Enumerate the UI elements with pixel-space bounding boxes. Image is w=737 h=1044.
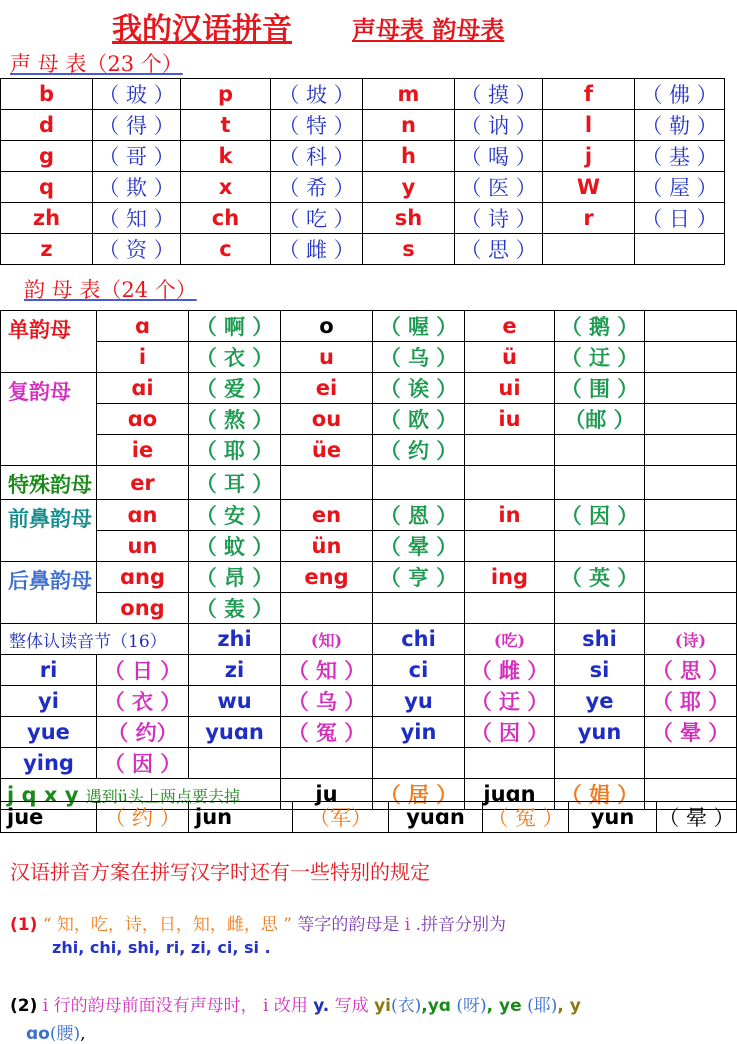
syllable-hint: （ 衣 ） — [97, 686, 189, 717]
initial-hint: （ 喝 ） — [455, 141, 543, 172]
initial-hint: （ 欺 ） — [93, 172, 181, 203]
initial-k: k — [181, 141, 271, 172]
syllable-hint: （ 乌 ） — [281, 686, 373, 717]
rule-2 — [10, 991, 581, 1016]
empty-cell — [373, 466, 465, 500]
final-hint: （ 约 ） — [373, 435, 465, 466]
table-row — [1, 342, 737, 373]
syllable: yun — [569, 802, 657, 833]
empty-cell — [645, 373, 737, 404]
table-row — [1, 624, 737, 655]
final-hint: （ 乌 ） — [373, 342, 465, 373]
initial-p: p — [181, 79, 271, 110]
initial-hint: （ 坡 ） — [271, 79, 363, 110]
final-a: ɑ — [97, 311, 189, 342]
jqxy-prefix: j q x y — [7, 782, 79, 807]
empty-cell — [373, 593, 465, 624]
initial-hint: （ 勒 ） — [635, 110, 725, 141]
syllable: ye — [555, 686, 645, 717]
initial-ch: ch — [181, 203, 271, 234]
table-row — [1, 655, 737, 686]
syllable: wu — [189, 686, 281, 717]
final-e: e — [465, 311, 555, 342]
final-en: en — [281, 500, 373, 531]
empty-cell — [373, 748, 465, 779]
rule-1 — [10, 910, 506, 935]
final-hint: （ 爱 ） — [189, 373, 281, 404]
final-hint: （ 诶 ） — [373, 373, 465, 404]
final-ing: ing — [465, 562, 555, 593]
finals-table — [0, 310, 737, 810]
rules-title: 汉语拼音方案在拼写汉字时还有一些特别的规定 — [10, 860, 430, 884]
syllable-hint: （ 约） — [97, 717, 189, 748]
final-hint: （ 围 ） — [555, 373, 645, 404]
table-row — [1, 686, 737, 717]
empty-cell — [645, 435, 737, 466]
category-front-nasal: 前鼻韵母 — [1, 500, 97, 562]
syllable: chi — [373, 624, 465, 655]
initial-zh: zh — [1, 203, 93, 234]
final-hint: （ 喔 ） — [373, 311, 465, 342]
rule-example: ,yɑ — [421, 996, 451, 1016]
syllable: yue — [1, 717, 97, 748]
syllable: ying — [1, 748, 97, 779]
rule-letter: i — [42, 996, 49, 1016]
empty-cell — [645, 404, 737, 435]
empty-cell — [645, 748, 737, 779]
rule-letter: i — [263, 996, 269, 1016]
empty-cell — [465, 593, 555, 624]
rule-text: , — [80, 1024, 86, 1044]
final-ao: ɑo — [97, 404, 189, 435]
final-hint: （ 衣 ） — [189, 342, 281, 373]
final-ong: ong — [97, 593, 189, 624]
empty-cell — [465, 466, 555, 500]
initial-hint: （ 特 ） — [271, 110, 363, 141]
syllable: ju — [281, 779, 373, 810]
initial-hint: （ 玻 ） — [93, 79, 181, 110]
syllable: ci — [373, 655, 465, 686]
empty-cell — [465, 531, 555, 562]
whole-syllables-label: 整体认读音节（16） — [1, 624, 189, 655]
initial-hint: （ 哥 ） — [93, 141, 181, 172]
rule-example-hint: (腰) — [49, 1024, 81, 1044]
final-hint: （ 啊 ） — [189, 311, 281, 342]
category-compound: 复韵母 — [1, 373, 97, 466]
syllable-hint: （ 晕 ） — [645, 717, 737, 748]
syllable-hint: （ 迂 ） — [465, 686, 555, 717]
table-row — [1, 373, 737, 404]
final-ve: üe — [281, 435, 373, 466]
final-ou: ou — [281, 404, 373, 435]
empty-cell — [281, 748, 373, 779]
empty-cell — [555, 435, 645, 466]
initial-t: t — [181, 110, 271, 141]
syllable: ri — [1, 655, 97, 686]
final-v: ü — [465, 342, 555, 373]
syllable: yi — [1, 686, 97, 717]
initial-hint: （ 讷 ） — [455, 110, 543, 141]
final-vn: ün — [281, 531, 373, 562]
initial-hint: （ 诗 ） — [455, 203, 543, 234]
rule-2-continued — [26, 1019, 86, 1044]
final-in: in — [465, 500, 555, 531]
initial-hint: （ 日 ） — [635, 203, 725, 234]
table-row — [1, 435, 737, 466]
initial-h: h — [363, 141, 455, 172]
final-hint: （ 恩 ） — [373, 500, 465, 531]
final-hint: （ 迂 ） — [555, 342, 645, 373]
initial-sh: sh — [363, 203, 455, 234]
final-i: i — [97, 342, 189, 373]
syllable-hint: （ 耶 ） — [645, 686, 737, 717]
initial-d: d — [1, 110, 93, 141]
initial-hint: （ 基 ） — [635, 141, 725, 172]
syllable-hint: (知) — [281, 624, 373, 655]
initial-hint: （ 吃 ） — [271, 203, 363, 234]
table-row — [1, 500, 737, 531]
final-er: er — [97, 466, 189, 500]
empty-cell — [543, 234, 635, 265]
final-hint: （ 欧 ） — [373, 404, 465, 435]
empty-cell — [645, 466, 737, 500]
final-an: ɑn — [97, 500, 189, 531]
syllable-hint: (诗) — [645, 624, 737, 655]
page-subtitle: 声母表 韵母表 — [352, 16, 505, 44]
page-title: 我的汉语拼音 — [112, 12, 292, 47]
rule-letter: y. — [313, 996, 330, 1016]
empty-cell — [465, 748, 555, 779]
syllable-hint: (吃) — [465, 624, 555, 655]
syllable: zi — [189, 655, 281, 686]
final-hint: （ 英 ） — [555, 562, 645, 593]
empty-cell — [555, 531, 645, 562]
table-row — [1, 79, 725, 110]
rule-number: (1) — [10, 915, 38, 935]
category-simple: 单韵母 — [1, 311, 97, 373]
table-row — [1, 802, 737, 833]
final-u: u — [281, 342, 373, 373]
syllable-hint: （ 居 ） — [373, 779, 465, 810]
syllable-hint: （ 晕 ） — [657, 802, 737, 833]
category-back-nasal: 后鼻韵母 — [1, 562, 97, 624]
initial-m: m — [363, 79, 455, 110]
final-ui: ui — [465, 373, 555, 404]
table-row — [1, 172, 725, 203]
syllable-hint: （ 雌 ） — [465, 655, 555, 686]
syllable-hint: （ 冤 ） — [281, 717, 373, 748]
empty-cell — [635, 234, 725, 265]
syllable-hint: （ 思 ） — [645, 655, 737, 686]
empty-cell — [645, 593, 737, 624]
category-special: 特殊韵母 — [1, 466, 97, 500]
empty-cell — [645, 500, 737, 531]
syllable: si — [555, 655, 645, 686]
initial-hint: （ 屋 ） — [635, 172, 725, 203]
rule-text: 改用 — [273, 996, 308, 1016]
initial-s: s — [363, 234, 455, 265]
final-un: un — [97, 531, 189, 562]
rule-text: 等字的韵母是 — [297, 915, 400, 935]
rule-example: yi — [374, 996, 391, 1016]
syllable: yuɑn — [389, 802, 483, 833]
final-hint: （ 安 ） — [189, 500, 281, 531]
initial-hint: （ 雌 ） — [271, 234, 363, 265]
rule-text: 行的韵母前面没有声母时， — [53, 996, 258, 1016]
initial-hint: （ 科 ） — [271, 141, 363, 172]
table-row — [1, 593, 737, 624]
final-hint: （ 亨 ） — [373, 562, 465, 593]
initial-hint: （ 知 ） — [93, 203, 181, 234]
initial-hint: （ 资 ） — [93, 234, 181, 265]
empty-cell — [465, 435, 555, 466]
rule-letter: i — [404, 915, 411, 935]
jqxy-label: 遇到ü头上两点要去掉 — [85, 786, 241, 806]
syllable: shi — [555, 624, 645, 655]
empty-cell — [645, 342, 737, 373]
empty-cell — [281, 593, 373, 624]
initial-y: y — [363, 172, 455, 203]
empty-cell — [645, 531, 737, 562]
syllable: zhi — [189, 624, 281, 655]
final-ai: ɑi — [97, 373, 189, 404]
rule-text: .拼音分别为 — [415, 915, 507, 935]
syllable-hint: （ 约 ） — [97, 802, 189, 833]
initial-hint: （ 佛 ） — [635, 79, 725, 110]
initial-n: n — [363, 110, 455, 141]
finals-title: 韵 母 表（24 个） — [24, 278, 197, 302]
final-iu: iu — [465, 404, 555, 435]
syllable: yun — [555, 717, 645, 748]
syllable-hint: （ 因 ） — [97, 748, 189, 779]
syllable-hint: （ 娟 ） — [555, 779, 645, 810]
rule-1-examples: zhi, chi, shi, ri, zi, ci, si . — [52, 938, 271, 957]
rule-number: (2) — [10, 996, 38, 1016]
rule-example-hint: (呀) — [456, 996, 487, 1016]
final-hint: （ 晕 ） — [373, 531, 465, 562]
initial-w: W — [543, 172, 635, 203]
initial-hint: （ 得 ） — [93, 110, 181, 141]
table-row — [1, 531, 737, 562]
final-hint: （ 昂 ） — [189, 562, 281, 593]
table-row — [1, 717, 737, 748]
initial-x: x — [181, 172, 271, 203]
syllable: jue — [1, 802, 97, 833]
initial-g: g — [1, 141, 93, 172]
empty-cell — [555, 466, 645, 500]
empty-cell — [281, 466, 373, 500]
syllable: yu — [373, 686, 465, 717]
table-row — [1, 404, 737, 435]
rule-example: , ye — [486, 996, 522, 1016]
initial-r: r — [543, 203, 635, 234]
table-row — [1, 203, 725, 234]
final-hint: （ 耶 ） — [189, 435, 281, 466]
initial-hint: （ 思 ） — [455, 234, 543, 265]
empty-cell — [189, 748, 281, 779]
rule-example: , y — [557, 996, 581, 1016]
syllable: juɑn — [465, 779, 555, 810]
empty-cell — [645, 562, 737, 593]
table-row — [1, 234, 725, 265]
rule-text: 写成 — [334, 996, 369, 1016]
initial-hint: （ 希 ） — [271, 172, 363, 203]
final-ie: ie — [97, 435, 189, 466]
final-hint: （ 轰 ） — [189, 593, 281, 624]
rule-example-hint: (耶) — [527, 996, 558, 1016]
final-hint: （邮 ） — [555, 404, 645, 435]
syllable-hint: （ 因 ） — [465, 717, 555, 748]
syllable: jun — [189, 802, 293, 833]
final-eng: eng — [281, 562, 373, 593]
initials-title: 声 母 表（23 个） — [10, 52, 183, 76]
table-row — [1, 562, 737, 593]
initial-c: c — [181, 234, 271, 265]
initials-table — [0, 78, 725, 265]
empty-cell — [555, 593, 645, 624]
final-hint: （ 蚊 ） — [189, 531, 281, 562]
rule-text: “ 知，吃，诗，日，知，雌，思 ” — [42, 915, 292, 935]
initial-hint: （ 医 ） — [455, 172, 543, 203]
table-row — [1, 141, 725, 172]
initial-l: l — [543, 110, 635, 141]
jqxy-last-row — [0, 801, 737, 833]
initial-q: q — [1, 172, 93, 203]
initial-hint: （ 摸 ） — [455, 79, 543, 110]
table-row — [1, 466, 737, 500]
syllable-hint: （ 日 ） — [97, 655, 189, 686]
initial-f: f — [543, 79, 635, 110]
table-row — [1, 311, 737, 342]
final-ang: ɑng — [97, 562, 189, 593]
table-row — [1, 748, 737, 779]
initial-b: b — [1, 79, 93, 110]
final-ei: ei — [281, 373, 373, 404]
empty-cell — [555, 748, 645, 779]
rule-example-hint: (衣) — [391, 996, 422, 1016]
rule-example: ɑo — [26, 1024, 50, 1044]
table-row — [1, 110, 725, 141]
initial-j: j — [543, 141, 635, 172]
final-o: o — [281, 311, 373, 342]
final-hint: （ 耳 ） — [189, 466, 281, 500]
empty-cell — [645, 311, 737, 342]
syllable-hint: （ 知 ） — [281, 655, 373, 686]
syllable-hint: （军） — [293, 802, 389, 833]
syllable-hint: （ 冤 ） — [483, 802, 569, 833]
final-hint: （ 因 ） — [555, 500, 645, 531]
final-hint: （ 熬 ） — [189, 404, 281, 435]
initial-z: z — [1, 234, 93, 265]
syllable: yin — [373, 717, 465, 748]
syllable: yuɑn — [189, 717, 281, 748]
final-hint: （ 鹅 ） — [555, 311, 645, 342]
